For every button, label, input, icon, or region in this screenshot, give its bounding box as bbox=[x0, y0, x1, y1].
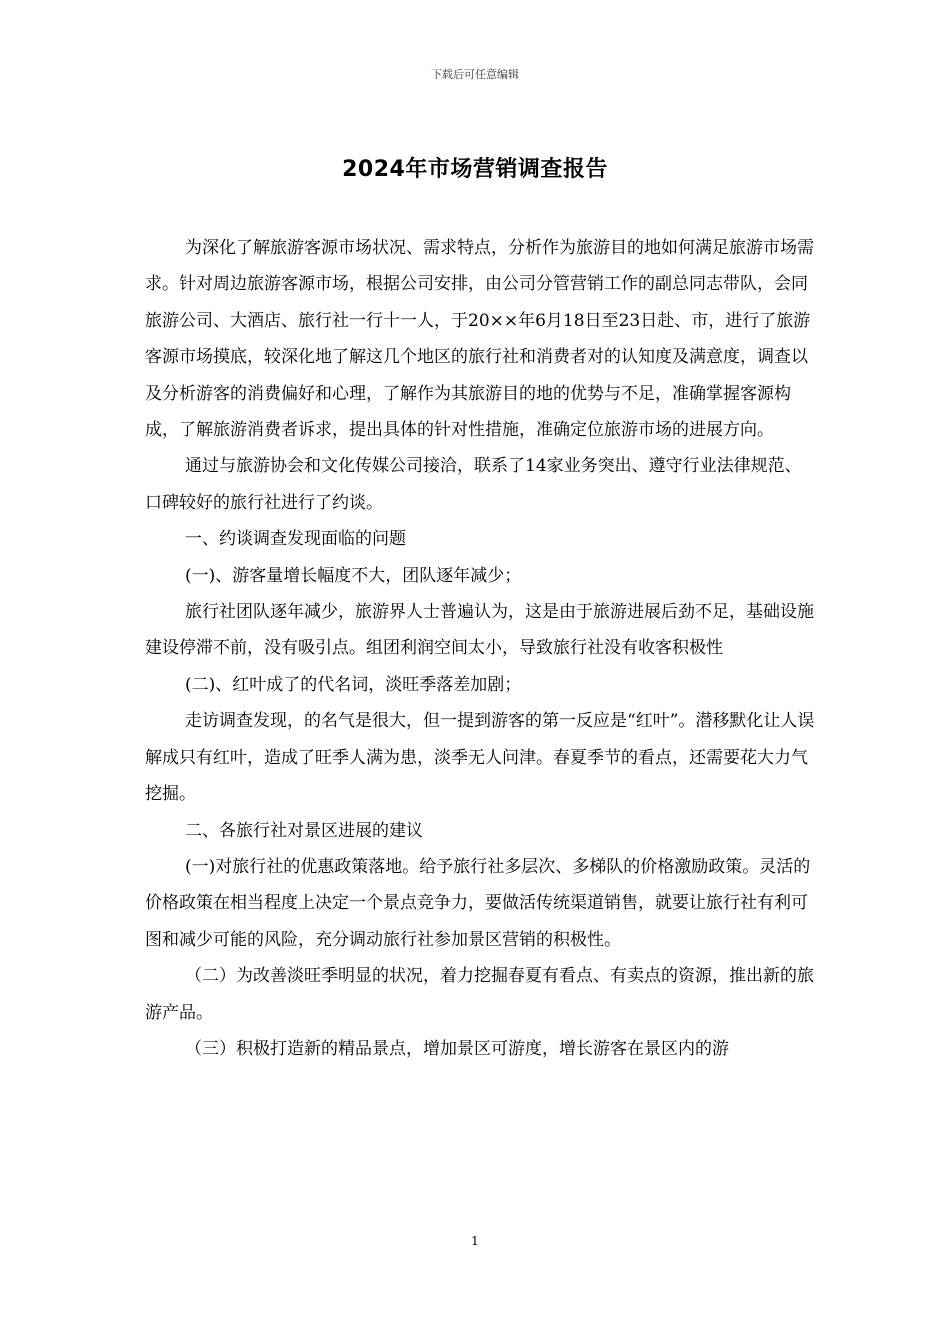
paragraph-contacts: 通过与旅游协会和文化传媒公司接洽，联系了14家业务突出、遵守行业法律规范、口碑较好的旅行社进行了约谈。 bbox=[145, 456, 802, 513]
paragraph-visitor-growth: 旅行社团队逐年减少，旅游界人士普遍认为，这是由于旅游进展后劲不足，基础设施建设停滞不前，没有吸引点。组团利润空间太小，导致旅行社没有收客积极性 bbox=[145, 602, 814, 659]
page-number: 1 bbox=[471, 1234, 479, 1248]
subheading-visitor-growth: (一)、游客量增长幅度不大，团队逐年减少； bbox=[185, 565, 522, 586]
header-note: 下载后可任意编辑 bbox=[431, 68, 519, 81]
section-heading-suggestions: 二、各旅行社对景区进展的建议 bbox=[185, 820, 423, 841]
suggestion-seasonality: （二）为改善淡旺季明显的状况，着力挖掘春夏有看点、有卖点的资源，推出新的旅游产品。 bbox=[145, 966, 814, 1023]
document-body bbox=[145, 230, 817, 1067]
document-title: 2024年市场营销调查报告 bbox=[342, 157, 608, 182]
section-heading-problems: 一、约谈调查发现面临的问题 bbox=[185, 529, 406, 550]
paragraph-red-leaves: 走访调查发现，的名气是很大，但一提到游客的第一反应是“红叶”。潜移默化让人误解成只有红叶，造成了旺季人满为患，淡季无人问津。春夏季节的看点，还需要花大力气挖掘。 bbox=[145, 711, 815, 805]
paragraph-intro: 为深化了解旅游客源市场状况、需求特点，分析作为旅游目的地如何满足旅游市场需求。针对周边旅游客源市场，根据公司安排，由公司分管营销工作的副总同志带队，会同旅游公司、大酒店、旅行社一行十一人，于20××年6月18日至23日赴、市，进行了旅游客源市场摸底，较深化地了解这几个地区的旅行社和消费者对的认知度及满意度，调查以及分析游客的消费偏好和心理，了解作为其旅游目的地的优势与不足，准确掌握客源构成，了解旅游消费者诉求，提出具体的针对性措施，准确定位旅游市场的进展方向。 bbox=[145, 238, 814, 441]
suggestion-pricing-policy: (一)对旅行社的优惠政策落地。给予旅行社多层次、多梯队的价格激励政策。灵活的价格政策在相当程度上决定一个景点竞争力，要做活传统渠道销售，就要让旅行社有利可图和减少可能的风险，充分调动旅行社参加景区营销的积极性。 bbox=[145, 856, 811, 950]
suggestion-new-attractions: （三）积极打造新的精品景点，增加景区可游度，增长游客在景区内的游 bbox=[185, 1038, 729, 1059]
subheading-red-leaves: (二)、红叶成了的代名词，淡旺季落差加剧； bbox=[185, 674, 522, 695]
